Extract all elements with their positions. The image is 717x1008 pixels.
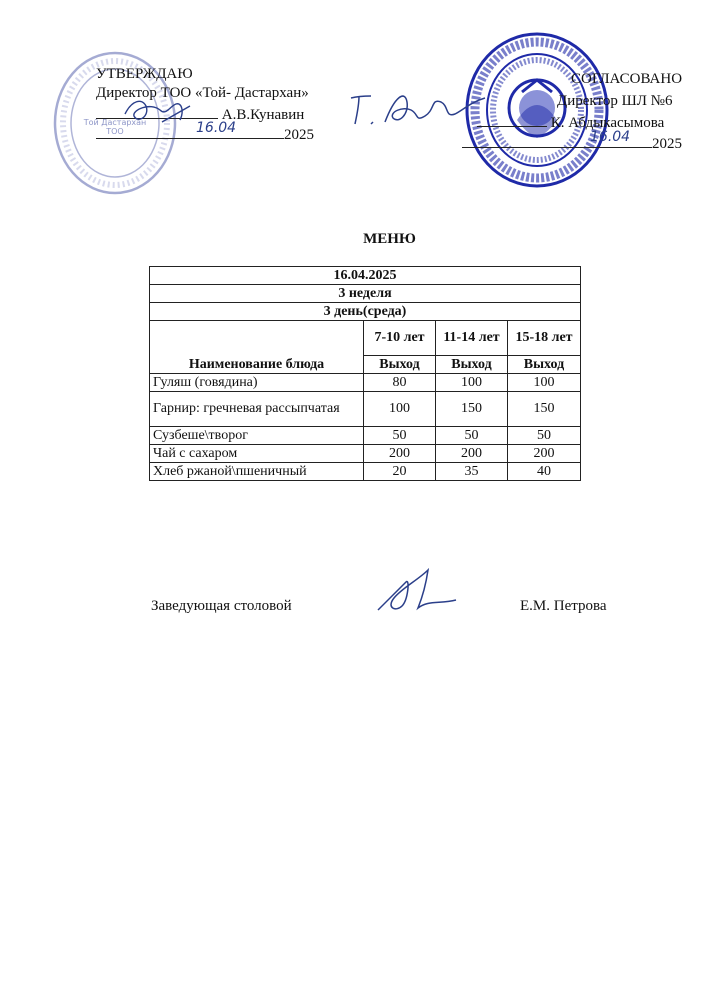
agreed-position: Директор ШЛ №6 bbox=[557, 93, 673, 109]
output-header: Выход bbox=[436, 356, 508, 374]
approved-title: УТВЕРЖДАЮ bbox=[96, 66, 193, 82]
dish-output: 35 bbox=[436, 463, 508, 481]
dish-name: Хлеб ржаной\пшеничный bbox=[150, 463, 364, 481]
table-row bbox=[150, 374, 581, 392]
agreed-date-line bbox=[462, 129, 682, 154]
date-blank bbox=[462, 129, 652, 148]
agreed-signature-line bbox=[477, 112, 664, 133]
approved-name: А.В.Кунавин bbox=[221, 107, 305, 123]
dish-output: 100 bbox=[508, 374, 581, 392]
dish-output: 20 bbox=[364, 463, 436, 481]
dish-output: 100 bbox=[436, 374, 508, 392]
dish-output: 50 bbox=[508, 427, 581, 445]
agreed-name: К. Абдыкасымова bbox=[550, 115, 665, 131]
dish-name: Сузбеше\творог bbox=[150, 427, 364, 445]
dish-output: 200 bbox=[508, 445, 581, 463]
approved-position: Директор ТОО «Той- Дастархан» bbox=[96, 85, 309, 101]
age-group-header: 15-18 лет bbox=[508, 321, 581, 356]
menu-week: 3 неделя bbox=[150, 285, 581, 303]
output-header: Выход bbox=[508, 356, 581, 374]
dish-output: 150 bbox=[508, 392, 581, 427]
table-row bbox=[150, 463, 581, 481]
approval-stamp-text: Той Дастархан ТОО bbox=[83, 118, 147, 136]
table-row bbox=[150, 285, 581, 303]
table-row bbox=[150, 303, 581, 321]
table-row bbox=[150, 445, 581, 463]
footer-name: Е.М. Петрова bbox=[520, 598, 607, 614]
dish-output: 100 bbox=[364, 392, 436, 427]
age-group-header: 11-14 лет bbox=[436, 321, 508, 356]
output-header: Выход bbox=[364, 356, 436, 374]
dish-output: 200 bbox=[436, 445, 508, 463]
dish-header: Наименование блюда bbox=[150, 321, 364, 374]
agreed-year: 2025 bbox=[652, 136, 682, 152]
table-row bbox=[150, 392, 581, 427]
table-header-row bbox=[150, 321, 581, 356]
dish-output: 80 bbox=[364, 374, 436, 392]
dish-output: 50 bbox=[364, 427, 436, 445]
menu-day: 3 день(среда) bbox=[150, 303, 581, 321]
age-group-header: 7-10 лет bbox=[364, 321, 436, 356]
dish-name: Чай с сахаром bbox=[150, 445, 364, 463]
agreed-title: СОГЛАСОВАНО bbox=[571, 71, 683, 87]
menu-date: 16.04.2025 bbox=[150, 267, 581, 285]
dish-name: Гуляш (говядина) bbox=[150, 374, 364, 392]
dish-output: 40 bbox=[508, 463, 581, 481]
dish-name: Гарнир: гречневая рассыпчатая bbox=[150, 392, 364, 427]
dish-output: 50 bbox=[436, 427, 508, 445]
signature-blank bbox=[477, 112, 547, 127]
footer-role: Заведующая столовой bbox=[151, 598, 292, 614]
approved-year: 2025 bbox=[284, 127, 314, 143]
table-row bbox=[150, 427, 581, 445]
dish-output: 150 bbox=[436, 392, 508, 427]
approved-date-handwritten: 16.04 bbox=[196, 120, 237, 136]
dish-output: 200 bbox=[364, 445, 436, 463]
director-signature bbox=[120, 92, 200, 132]
agreed-signature bbox=[345, 84, 495, 134]
menu-table bbox=[149, 266, 581, 481]
document-title: МЕНЮ bbox=[363, 231, 416, 247]
agreed-date-handwritten: 16.04 bbox=[590, 129, 631, 145]
manager-signature bbox=[368, 560, 468, 620]
table-row bbox=[150, 267, 581, 285]
